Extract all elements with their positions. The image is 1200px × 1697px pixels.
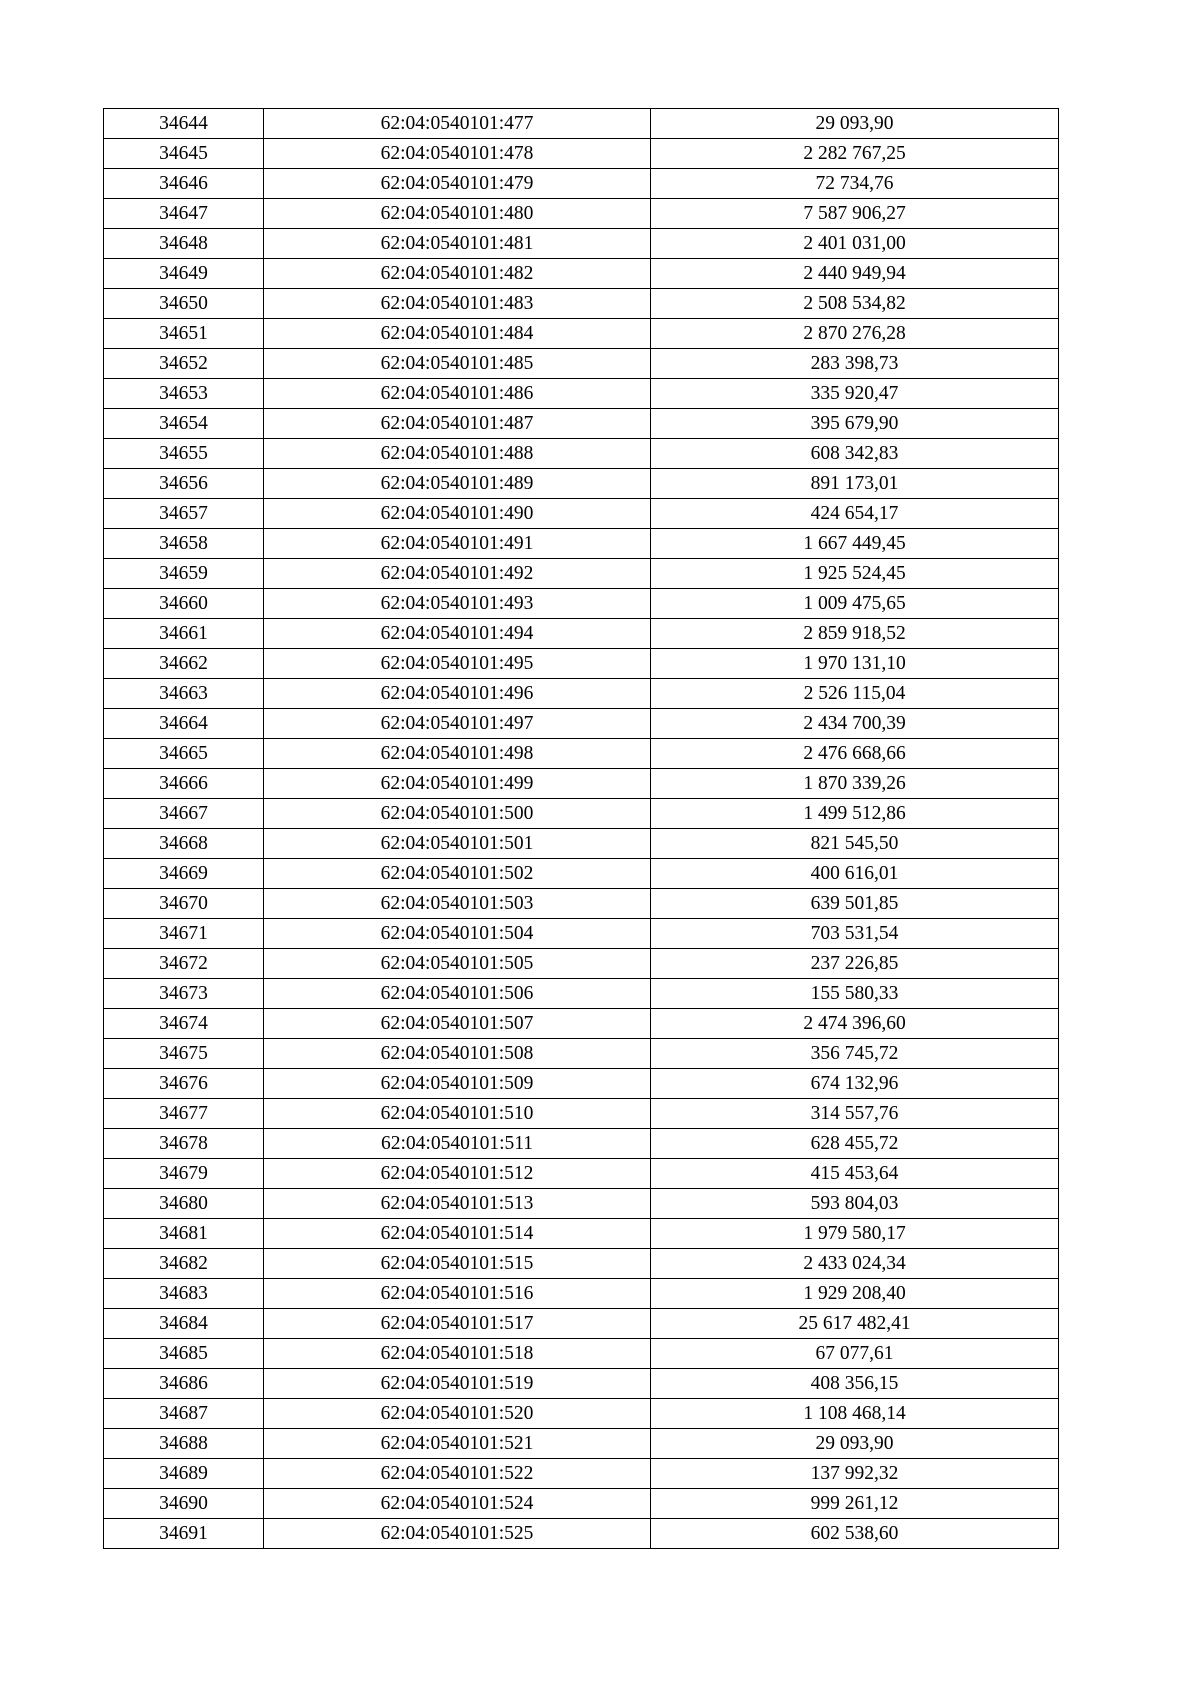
row-number-cell: 34691 xyxy=(104,1519,264,1549)
table-row xyxy=(104,949,1059,979)
table-row xyxy=(104,349,1059,379)
cadastral-number-cell: 62:04:0540101:488 xyxy=(264,439,651,469)
table-row xyxy=(104,319,1059,349)
cadastral-value-cell: 2 282 767,25 xyxy=(651,139,1059,169)
row-number-cell: 34666 xyxy=(104,769,264,799)
row-number-cell: 34660 xyxy=(104,589,264,619)
table-row xyxy=(104,1519,1059,1549)
cadastral-number-cell: 62:04:0540101:502 xyxy=(264,859,651,889)
cadastral-value-cell: 1 970 131,10 xyxy=(651,649,1059,679)
cadastral-number-cell: 62:04:0540101:492 xyxy=(264,559,651,589)
cadastral-number-cell: 62:04:0540101:483 xyxy=(264,289,651,319)
cadastral-value-cell: 1 925 524,45 xyxy=(651,559,1059,589)
cadastral-number-cell: 62:04:0540101:499 xyxy=(264,769,651,799)
cadastral-value-cell: 1 108 468,14 xyxy=(651,1399,1059,1429)
cadastral-value-cell: 25 617 482,41 xyxy=(651,1309,1059,1339)
cadastral-value-cell: 335 920,47 xyxy=(651,379,1059,409)
row-number-cell: 34647 xyxy=(104,199,264,229)
cadastral-number-cell: 62:04:0540101:478 xyxy=(264,139,651,169)
cadastral-value-cell: 639 501,85 xyxy=(651,889,1059,919)
row-number-cell: 34644 xyxy=(104,109,264,139)
row-number-cell: 34668 xyxy=(104,829,264,859)
cadastral-number-cell: 62:04:0540101:510 xyxy=(264,1099,651,1129)
row-number-cell: 34653 xyxy=(104,379,264,409)
table-row xyxy=(104,1369,1059,1399)
cadastral-number-cell: 62:04:0540101:494 xyxy=(264,619,651,649)
cadastral-number-cell: 62:04:0540101:506 xyxy=(264,979,651,1009)
cadastral-value-cell: 395 679,90 xyxy=(651,409,1059,439)
cadastral-value-cell: 314 557,76 xyxy=(651,1099,1059,1129)
cadastral-value-cell: 400 616,01 xyxy=(651,859,1059,889)
cadastral-value-cell: 424 654,17 xyxy=(651,499,1059,529)
table-row xyxy=(104,979,1059,1009)
table-row xyxy=(104,769,1059,799)
cadastral-value-table xyxy=(103,108,1059,1549)
cadastral-number-cell: 62:04:0540101:479 xyxy=(264,169,651,199)
table-row xyxy=(104,1189,1059,1219)
cadastral-number-cell: 62:04:0540101:509 xyxy=(264,1069,651,1099)
cadastral-number-cell: 62:04:0540101:519 xyxy=(264,1369,651,1399)
cadastral-value-cell: 67 077,61 xyxy=(651,1339,1059,1369)
table-row xyxy=(104,1009,1059,1039)
cadastral-number-cell: 62:04:0540101:493 xyxy=(264,589,651,619)
cadastral-value-cell: 415 453,64 xyxy=(651,1159,1059,1189)
cadastral-number-cell: 62:04:0540101:514 xyxy=(264,1219,651,1249)
cadastral-value-cell: 137 992,32 xyxy=(651,1459,1059,1489)
table-body xyxy=(104,109,1059,1549)
cadastral-value-cell: 2 401 031,00 xyxy=(651,229,1059,259)
table-row xyxy=(104,919,1059,949)
row-number-cell: 34648 xyxy=(104,229,264,259)
cadastral-value-cell: 72 734,76 xyxy=(651,169,1059,199)
cadastral-value-cell: 608 342,83 xyxy=(651,439,1059,469)
cadastral-number-cell: 62:04:0540101:477 xyxy=(264,109,651,139)
cadastral-value-cell: 283 398,73 xyxy=(651,349,1059,379)
table-row xyxy=(104,709,1059,739)
cadastral-number-cell: 62:04:0540101:507 xyxy=(264,1009,651,1039)
table-row xyxy=(104,1309,1059,1339)
row-number-cell: 34672 xyxy=(104,949,264,979)
row-number-cell: 34654 xyxy=(104,409,264,439)
row-number-cell: 34673 xyxy=(104,979,264,1009)
table-row xyxy=(104,589,1059,619)
row-number-cell: 34678 xyxy=(104,1129,264,1159)
cadastral-number-cell: 62:04:0540101:503 xyxy=(264,889,651,919)
row-number-cell: 34664 xyxy=(104,709,264,739)
table-row xyxy=(104,109,1059,139)
row-number-cell: 34680 xyxy=(104,1189,264,1219)
row-number-cell: 34679 xyxy=(104,1159,264,1189)
cadastral-number-cell: 62:04:0540101:516 xyxy=(264,1279,651,1309)
table-row xyxy=(104,1069,1059,1099)
table-row xyxy=(104,1279,1059,1309)
table-row xyxy=(104,559,1059,589)
table-row xyxy=(104,1339,1059,1369)
row-number-cell: 34655 xyxy=(104,439,264,469)
cadastral-number-cell: 62:04:0540101:520 xyxy=(264,1399,651,1429)
cadastral-value-cell: 1 979 580,17 xyxy=(651,1219,1059,1249)
cadastral-value-cell: 2 433 024,34 xyxy=(651,1249,1059,1279)
table-row xyxy=(104,649,1059,679)
table-row xyxy=(104,1489,1059,1519)
table-row xyxy=(104,1399,1059,1429)
table-row xyxy=(104,439,1059,469)
row-number-cell: 34677 xyxy=(104,1099,264,1129)
row-number-cell: 34689 xyxy=(104,1459,264,1489)
cadastral-number-cell: 62:04:0540101:505 xyxy=(264,949,651,979)
table-row xyxy=(104,739,1059,769)
cadastral-number-cell: 62:04:0540101:511 xyxy=(264,1129,651,1159)
row-number-cell: 34681 xyxy=(104,1219,264,1249)
table-row xyxy=(104,1459,1059,1489)
cadastral-number-cell: 62:04:0540101:521 xyxy=(264,1429,651,1459)
cadastral-number-cell: 62:04:0540101:513 xyxy=(264,1189,651,1219)
cadastral-number-cell: 62:04:0540101:496 xyxy=(264,679,651,709)
cadastral-value-cell: 2 440 949,94 xyxy=(651,259,1059,289)
cadastral-number-cell: 62:04:0540101:498 xyxy=(264,739,651,769)
row-number-cell: 34663 xyxy=(104,679,264,709)
table-row xyxy=(104,1429,1059,1459)
cadastral-number-cell: 62:04:0540101:485 xyxy=(264,349,651,379)
table-row xyxy=(104,259,1059,289)
cadastral-value-cell: 2 508 534,82 xyxy=(651,289,1059,319)
row-number-cell: 34684 xyxy=(104,1309,264,1339)
table-row xyxy=(104,889,1059,919)
row-number-cell: 34685 xyxy=(104,1339,264,1369)
cadastral-value-cell: 1 499 512,86 xyxy=(651,799,1059,829)
cadastral-value-cell: 602 538,60 xyxy=(651,1519,1059,1549)
cadastral-value-cell: 2 870 276,28 xyxy=(651,319,1059,349)
cadastral-number-cell: 62:04:0540101:504 xyxy=(264,919,651,949)
cadastral-number-cell: 62:04:0540101:517 xyxy=(264,1309,651,1339)
cadastral-value-cell: 29 093,90 xyxy=(651,109,1059,139)
cadastral-value-cell: 999 261,12 xyxy=(651,1489,1059,1519)
row-number-cell: 34652 xyxy=(104,349,264,379)
cadastral-value-cell: 703 531,54 xyxy=(651,919,1059,949)
row-number-cell: 34675 xyxy=(104,1039,264,1069)
cadastral-value-cell: 1 009 475,65 xyxy=(651,589,1059,619)
cadastral-number-cell: 62:04:0540101:486 xyxy=(264,379,651,409)
cadastral-number-cell: 62:04:0540101:480 xyxy=(264,199,651,229)
table-row xyxy=(104,829,1059,859)
row-number-cell: 34687 xyxy=(104,1399,264,1429)
row-number-cell: 34674 xyxy=(104,1009,264,1039)
cadastral-number-cell: 62:04:0540101:515 xyxy=(264,1249,651,1279)
cadastral-value-cell: 2 476 668,66 xyxy=(651,739,1059,769)
row-number-cell: 34658 xyxy=(104,529,264,559)
row-number-cell: 34659 xyxy=(104,559,264,589)
cadastral-number-cell: 62:04:0540101:525 xyxy=(264,1519,651,1549)
cadastral-value-cell: 2 434 700,39 xyxy=(651,709,1059,739)
cadastral-value-cell: 356 745,72 xyxy=(651,1039,1059,1069)
cadastral-number-cell: 62:04:0540101:481 xyxy=(264,229,651,259)
cadastral-number-cell: 62:04:0540101:512 xyxy=(264,1159,651,1189)
row-number-cell: 34669 xyxy=(104,859,264,889)
table-row xyxy=(104,1099,1059,1129)
table-row xyxy=(104,1219,1059,1249)
cadastral-value-cell: 891 173,01 xyxy=(651,469,1059,499)
cadastral-number-cell: 62:04:0540101:489 xyxy=(264,469,651,499)
cadastral-value-cell: 1 870 339,26 xyxy=(651,769,1059,799)
row-number-cell: 34656 xyxy=(104,469,264,499)
cadastral-value-cell: 2 474 396,60 xyxy=(651,1009,1059,1039)
cadastral-value-cell: 593 804,03 xyxy=(651,1189,1059,1219)
cadastral-number-cell: 62:04:0540101:518 xyxy=(264,1339,651,1369)
table-row xyxy=(104,139,1059,169)
row-number-cell: 34670 xyxy=(104,889,264,919)
table-row xyxy=(104,1249,1059,1279)
table-row xyxy=(104,679,1059,709)
cadastral-value-cell: 237 226,85 xyxy=(651,949,1059,979)
table-row xyxy=(104,229,1059,259)
table-row xyxy=(104,799,1059,829)
cadastral-value-cell: 408 356,15 xyxy=(651,1369,1059,1399)
table-row xyxy=(104,409,1059,439)
cadastral-number-cell: 62:04:0540101:500 xyxy=(264,799,651,829)
row-number-cell: 34657 xyxy=(104,499,264,529)
cadastral-number-cell: 62:04:0540101:497 xyxy=(264,709,651,739)
row-number-cell: 34649 xyxy=(104,259,264,289)
cadastral-number-cell: 62:04:0540101:495 xyxy=(264,649,651,679)
cadastral-value-cell: 7 587 906,27 xyxy=(651,199,1059,229)
row-number-cell: 34665 xyxy=(104,739,264,769)
table-row xyxy=(104,469,1059,499)
table-row xyxy=(104,1129,1059,1159)
cadastral-number-cell: 62:04:0540101:484 xyxy=(264,319,651,349)
cadastral-number-cell: 62:04:0540101:508 xyxy=(264,1039,651,1069)
row-number-cell: 34645 xyxy=(104,139,264,169)
cadastral-value-cell: 1 667 449,45 xyxy=(651,529,1059,559)
table-row xyxy=(104,1159,1059,1189)
cadastral-value-cell: 2 526 115,04 xyxy=(651,679,1059,709)
row-number-cell: 34662 xyxy=(104,649,264,679)
cadastral-number-cell: 62:04:0540101:482 xyxy=(264,259,651,289)
table-row xyxy=(104,289,1059,319)
cadastral-number-cell: 62:04:0540101:501 xyxy=(264,829,651,859)
table-row xyxy=(104,379,1059,409)
row-number-cell: 34671 xyxy=(104,919,264,949)
cadastral-number-cell: 62:04:0540101:522 xyxy=(264,1459,651,1489)
row-number-cell: 34667 xyxy=(104,799,264,829)
cadastral-number-cell: 62:04:0540101:524 xyxy=(264,1489,651,1519)
table-row xyxy=(104,1039,1059,1069)
row-number-cell: 34688 xyxy=(104,1429,264,1459)
cadastral-number-cell: 62:04:0540101:490 xyxy=(264,499,651,529)
cadastral-number-cell: 62:04:0540101:491 xyxy=(264,529,651,559)
row-number-cell: 34682 xyxy=(104,1249,264,1279)
cadastral-value-cell: 2 859 918,52 xyxy=(651,619,1059,649)
cadastral-value-cell: 29 093,90 xyxy=(651,1429,1059,1459)
row-number-cell: 34650 xyxy=(104,289,264,319)
cadastral-value-cell: 1 929 208,40 xyxy=(651,1279,1059,1309)
table-row xyxy=(104,619,1059,649)
row-number-cell: 34661 xyxy=(104,619,264,649)
cadastral-value-cell: 674 132,96 xyxy=(651,1069,1059,1099)
cadastral-number-cell: 62:04:0540101:487 xyxy=(264,409,651,439)
table-row xyxy=(104,169,1059,199)
cadastral-value-cell: 628 455,72 xyxy=(651,1129,1059,1159)
row-number-cell: 34690 xyxy=(104,1489,264,1519)
table-row xyxy=(104,499,1059,529)
row-number-cell: 34646 xyxy=(104,169,264,199)
cadastral-value-cell: 821 545,50 xyxy=(651,829,1059,859)
table-row xyxy=(104,529,1059,559)
row-number-cell: 34676 xyxy=(104,1069,264,1099)
cadastral-value-cell: 155 580,33 xyxy=(651,979,1059,1009)
table-row xyxy=(104,199,1059,229)
table-row xyxy=(104,859,1059,889)
row-number-cell: 34686 xyxy=(104,1369,264,1399)
row-number-cell: 34651 xyxy=(104,319,264,349)
row-number-cell: 34683 xyxy=(104,1279,264,1309)
